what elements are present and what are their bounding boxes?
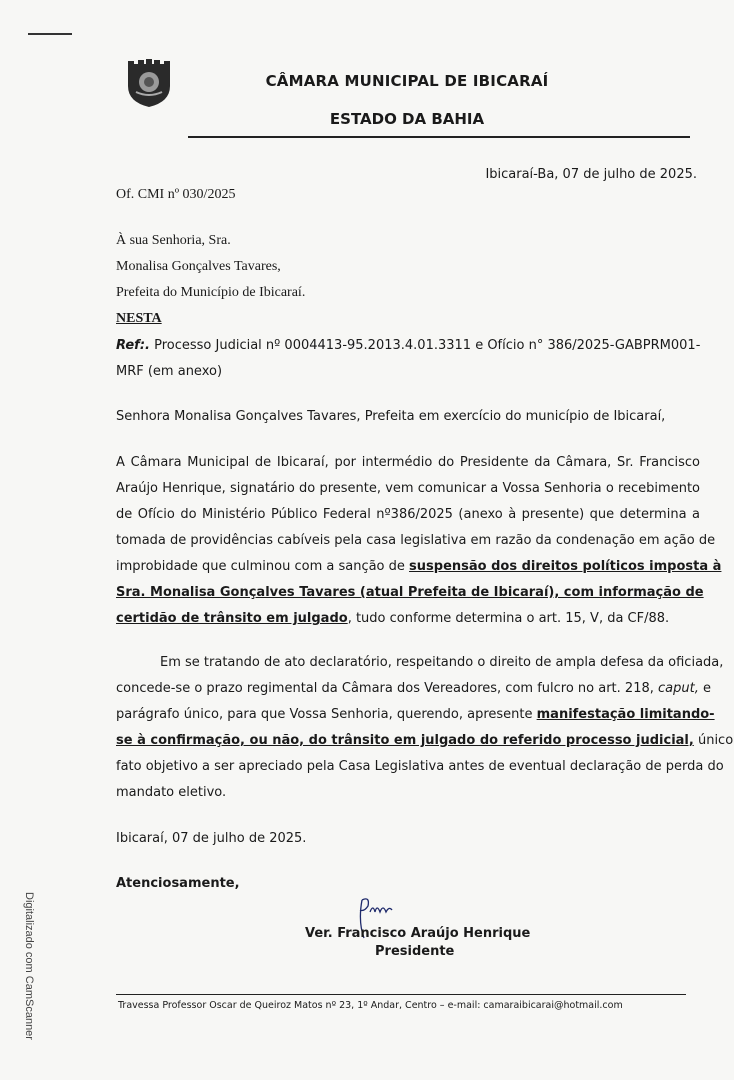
paragraph-line <box>116 728 734 754</box>
ref-text: Processo Judicial nº 0004413-95.2013.4.01.3311 e Ofício n° 386/2025-GABPRM001- <box>149 338 701 353</box>
paragraph-line: mandato eletivo. <box>116 785 227 800</box>
addressee-block <box>116 228 305 332</box>
institution-title: CÂMARA MUNICIPAL DE IBICARAÍ <box>265 72 549 90</box>
emphasis-run: manifestação limitando- <box>536 707 715 722</box>
paragraph-line: fato objetivo a ser apreciado pela Casa Legislativa antes de eventual declaração de perda do <box>116 759 724 774</box>
text-run: parágrafo único, para que Vossa Senhoria, querendo, apresente <box>116 707 537 722</box>
paragraph-line <box>116 702 715 728</box>
reference-block <box>116 333 700 385</box>
text-run: concede-se o prazo regimental da Câmara dos Vereadores, com fulcro no art. 218, <box>116 681 658 696</box>
addressee-line: Monalisa Gonçalves Tavares, <box>116 259 281 274</box>
emphasis-line: Sra. Monalisa Gonçalves Tavares (atual Prefeita de Ibicaraí), com informação de <box>116 585 704 600</box>
ref-text-cont: MRF (em anexo) <box>116 364 223 379</box>
closing-date: Ibicaraí, 07 de julho de 2025. <box>116 831 307 846</box>
italic-run: caput, <box>658 681 699 696</box>
place-date: Ibicaraí-Ba, 07 de julho de 2025. <box>485 167 697 182</box>
paragraph-2 <box>116 650 734 806</box>
corner-mark <box>28 33 72 35</box>
header-divider <box>188 136 690 138</box>
nesta-label: NESTA <box>116 311 162 326</box>
ref-label: Ref:. <box>116 338 150 353</box>
signer-name: Ver. Francisco Araújo Henrique <box>305 926 531 941</box>
addressee-line: Prefeita do Município de Ibicaraí. <box>116 285 306 300</box>
paragraph-line: tomada de providências cabíveis pela casa legislativa em razão da condenação em ação de <box>116 533 716 548</box>
text-run: improbidade que culminou com a sanção de <box>116 559 410 574</box>
greeting: Senhora Monalisa Gonçalves Tavares, Prefeita em exercício do município de Ibicaraí, <box>116 409 666 424</box>
paragraph-line: Araújo Henrique, signatário do presente, vem comunicar a Vossa Senhoria o recebimento <box>116 481 700 496</box>
text-run: único <box>693 733 734 748</box>
paragraph-1 <box>116 450 722 632</box>
emphasis-run: suspensão dos direitos políticos imposta à <box>409 559 722 574</box>
paragraph-line <box>116 676 711 702</box>
paragraph-line <box>116 606 700 632</box>
text-run: e <box>698 681 711 696</box>
office-number: Of. CMI nº 030/2025 <box>116 187 236 202</box>
signer-role: Presidente <box>375 944 455 959</box>
addressee-line: À sua Senhoria, Sra. <box>116 233 231 248</box>
text-run: , tudo conforme determina o art. 15, V, da CF/88. <box>347 611 670 626</box>
scanner-watermark: Digitalizado com CamScanner <box>23 892 35 1040</box>
state-title: ESTADO DA BAHIA <box>329 110 485 128</box>
emphasis-run: certidão de trânsito em julgado <box>116 611 348 626</box>
closing-salutation: Atenciosamente, <box>116 876 240 891</box>
paragraph-line: Em se tratando de ato declaratório, respeitando o direito de ampla defesa da oficiada, <box>160 655 724 670</box>
paragraph-line <box>116 554 722 580</box>
paragraph-line: de Ofício do Ministério Público Federal nº386/2025 (anexo à presente) que determina a <box>116 507 700 522</box>
paragraph-line: A Câmara Municipal de Ibicaraí, por intermédio do Presidente da Câmara, Sr. Francisco <box>116 455 700 470</box>
emphasis-run: se à confirmação, ou não, do trânsito em julgado do referido processo judicial, <box>116 733 694 748</box>
footer-divider <box>116 994 686 995</box>
footer-address: Travessa Professor Oscar de Queiroz Matos nº 23, 1º Andar, Centro – e-mail: camaraibicarai@hotmail.com <box>118 1000 623 1011</box>
